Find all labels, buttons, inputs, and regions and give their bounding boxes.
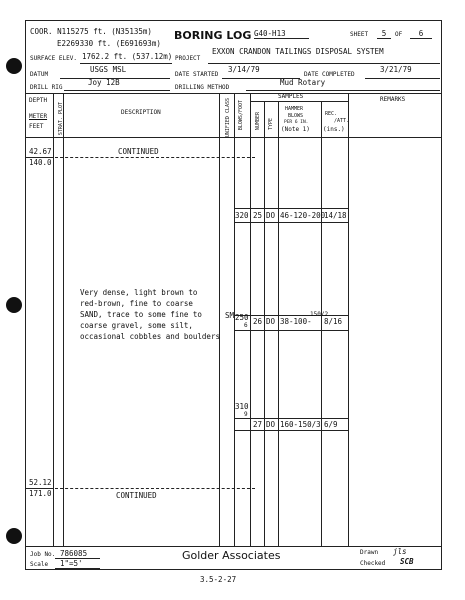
sample-bracket [234, 418, 348, 419]
drawn-by: jls [393, 547, 407, 556]
col-hammer-l1: HAMMER [285, 106, 304, 112]
column-rule [348, 93, 349, 546]
job-no: 786085 [60, 549, 88, 558]
sample-bracket [234, 315, 348, 316]
description-line: SAND, trace to some fine to [80, 310, 202, 319]
scale-label: Scale [30, 561, 49, 568]
continued-top: CONTINUED [118, 147, 159, 156]
checked-label: Checked [360, 560, 386, 567]
divider [246, 90, 440, 91]
page-reference: 3.5-2-27 [200, 575, 237, 584]
sheet-total: 6 [410, 30, 432, 39]
col-feet: FEET [29, 123, 44, 130]
sample-type: DO [266, 211, 276, 220]
drilling-method-label: DRILLING METHOD [175, 84, 230, 91]
sheet-num: 5 [377, 30, 391, 39]
divider [55, 568, 100, 569]
col-type: TYPE [268, 118, 274, 131]
continued-bottom-line [55, 488, 255, 489]
col-meter: METER [29, 113, 48, 120]
col-unified-class: UNIFIED CLASS [225, 98, 231, 138]
depth-bottom-feet: 171.0 [29, 489, 52, 498]
description-line: red-brown, fine to coarse [80, 299, 193, 308]
description-line: Very dense, light brown to [80, 288, 198, 297]
col-blows-foot: BLOWS/FOOT [238, 100, 244, 131]
date-completed: 3/21/79 [380, 65, 412, 74]
date-completed-label: DATE COMPLETED [304, 71, 355, 78]
depth-bottom-meter: 52.12 [29, 478, 52, 487]
scale: 1"=5' [60, 559, 83, 568]
col-hammer-l3: PER 6 IN. [284, 120, 309, 125]
sample-number: 25 [253, 211, 263, 220]
col-remarks: REMARKS [380, 96, 406, 103]
sample-blows-foot-sub: 9 [244, 411, 248, 418]
col-att: /ATT. [334, 118, 350, 124]
sample-number: 26 [253, 317, 263, 326]
drill-rig: Joy 12B [88, 78, 120, 87]
sample-blows-foot: 310 [235, 402, 249, 411]
sample-bracket [234, 430, 348, 431]
divider [60, 78, 170, 79]
col-depth: DEPTH [29, 97, 48, 104]
sample-bracket [234, 222, 348, 223]
column-rule [219, 93, 220, 546]
divider [64, 90, 170, 91]
column-rule [264, 101, 265, 546]
col-hammer-l2: BLOWS [288, 113, 304, 119]
sample-bracket [234, 208, 348, 209]
col-rec-units: (ins.) [323, 126, 345, 133]
coor-line1: COOR. N115275 ft. (N35135m) [30, 27, 152, 36]
sample-rec: 6/9 [324, 420, 338, 429]
sample-number: 27 [253, 420, 263, 429]
depth-top-feet: 140.0 [29, 158, 52, 167]
col-rec: REC. [325, 111, 338, 117]
sample-blows-foot-sub: 6 [244, 322, 248, 329]
column-rule [321, 101, 322, 546]
divider [80, 63, 172, 64]
surface-elev: 1762.2 ft. (537.12m) [82, 52, 173, 61]
divider [365, 78, 440, 79]
sample-hammer: 160-150/3 [280, 420, 321, 429]
sample-hammer: 46-120-200 [280, 211, 326, 220]
sample-hammer: 38-100- [280, 317, 312, 326]
divider [222, 78, 300, 79]
date-started: 3/14/79 [228, 65, 260, 74]
column-rule [250, 93, 251, 546]
continued-bottom: CONTINUED [116, 491, 157, 500]
boring-id: G40-H13 [254, 30, 309, 39]
drill-rig-label: DRILL RIG [30, 84, 63, 91]
divider [25, 546, 442, 547]
project-label: PROJECT [175, 55, 201, 62]
date-started-label: DATE STARTED [175, 71, 219, 78]
datum-value: USGS MSL [90, 65, 127, 74]
job-no-label: Job No. [30, 551, 56, 558]
binder-hole [6, 528, 22, 544]
col-samples: SAMPLES [278, 93, 304, 100]
sample-type: DO [266, 420, 276, 429]
unified-class: SM [225, 311, 235, 320]
sample-bracket [234, 330, 348, 331]
sample-blows-foot: 320 [235, 211, 249, 220]
sample-hammer-frac: 150/2 [310, 311, 329, 318]
description-line: occasional cobbles and boulders [80, 332, 220, 341]
company-name: Golder Associates [182, 549, 281, 562]
surface-elev-label: SURFACE ELEV. [30, 55, 77, 62]
sheet-label: SHEET [350, 31, 369, 38]
datum-label: DATUM [30, 71, 49, 78]
page-title: BORING LOG [174, 29, 252, 42]
coor-line2: E2269330 ft. (E691693m) [57, 39, 161, 48]
column-rule [63, 93, 64, 546]
checked-by: SCB [400, 557, 414, 566]
sample-blows-foot: 250 [235, 313, 249, 322]
binder-hole [6, 297, 22, 313]
col-hammer-note: (Note 1) [281, 126, 310, 133]
binder-hole [6, 58, 22, 74]
col-number: NUMBER [255, 112, 261, 131]
drawn-label: Drawn [360, 549, 379, 556]
of-label: OF [395, 31, 403, 38]
description-line: coarse gravel, some silt, [80, 321, 193, 330]
col-description: DESCRIPTION [121, 109, 161, 116]
drilling-method: Mud Rotary [280, 78, 326, 87]
depth-top-meter: 42.67 [29, 147, 52, 156]
column-rule [278, 101, 279, 546]
project-name: EXXON CRANDON TAILINGS DISPOSAL SYSTEM [212, 47, 384, 56]
sample-rec: 8/16 [324, 317, 343, 326]
col-strat-plot: STRAT. PLOT [58, 102, 64, 136]
column-rule [53, 93, 54, 546]
continued-top-line [55, 157, 255, 158]
sample-rec: 14/18 [324, 211, 347, 220]
divider [208, 63, 440, 64]
sample-type: DO [266, 317, 276, 326]
